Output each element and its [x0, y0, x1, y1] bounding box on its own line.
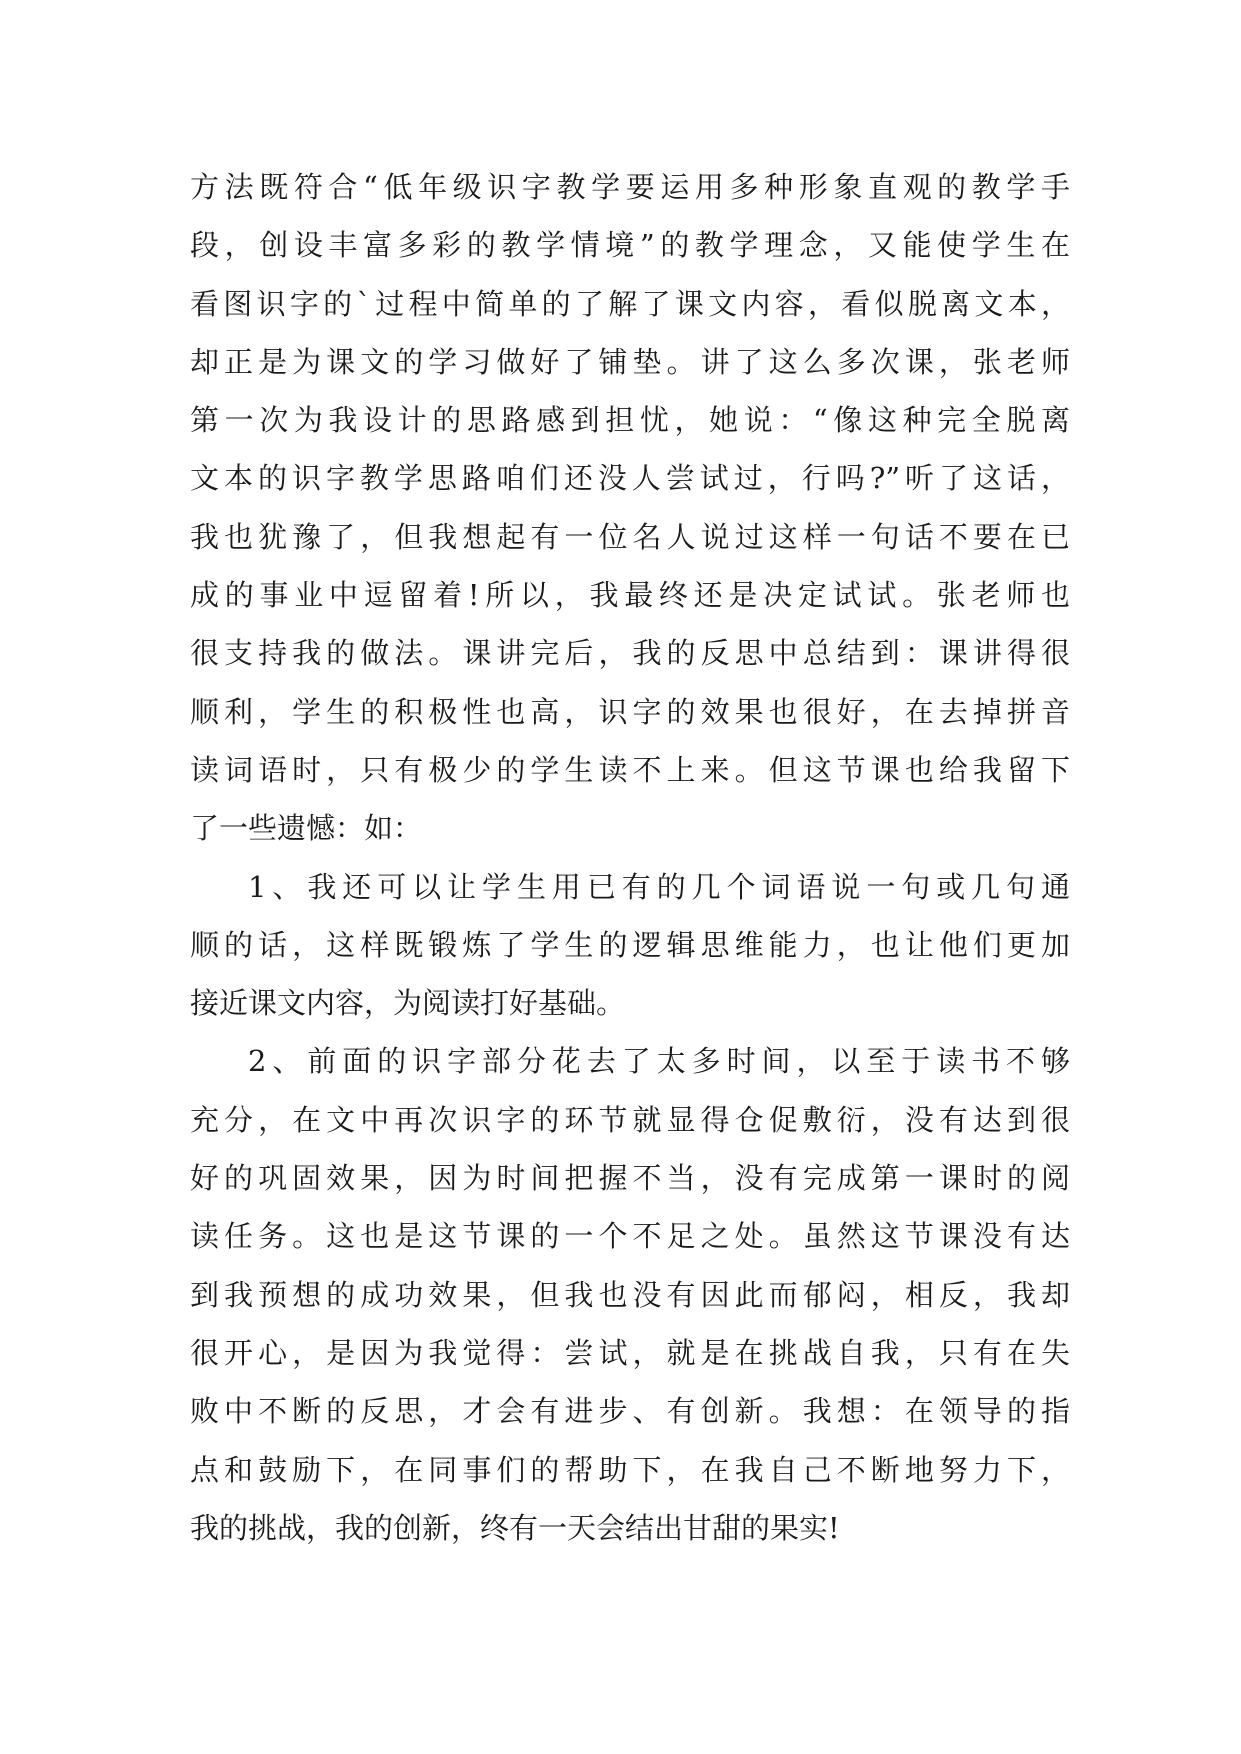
text-line: 点和鼓励下，在同事们的帮助下，在我自己不断地努力下， [190, 1452, 1070, 1487]
text-line: 我的挑战，我的创新，终有一天会结出甘甜的果实! [190, 1510, 840, 1545]
text-line: 接近课文内容，为阅读打好基础。 [190, 986, 626, 1021]
text-line: 段，创设丰富多彩的教学情境”的教学理念，又能使学生在 [190, 228, 1070, 263]
paragraph-2 [190, 858, 1070, 1033]
text-line: 成的事业中逗留着!所以，我最终还是决定试试。张老师也 [190, 578, 1070, 613]
text-line: 方法既符合“低年级识字教学要运用多种形象直观的教学手 [190, 170, 1070, 204]
text-line: 到我预想的成功效果，但我也没有因此而郁闷，相反，我却 [190, 1277, 1070, 1312]
document-body [190, 158, 1070, 1557]
text-line: 1、我还可以让学生用已有的几个词语说一句或几句通 [248, 869, 1070, 904]
text-line: 2、前面的识字部分花去了太多时间，以至于读书不够 [248, 1044, 1070, 1079]
text-line: 很开心，是因为我觉得：尝试，就是在挑战自我，只有在失 [190, 1335, 1070, 1370]
text-line: 看图识字的`过程中简单的了解了课文内容，看似脱离文本， [190, 286, 1070, 321]
text-line: 好的巩固效果，因为时间把握不当，没有完成第一课时的阅 [190, 1161, 1070, 1196]
text-line: 读任务。这也是这节课的一个不足之处。虽然这节课没有达 [190, 1219, 1070, 1254]
text-line: 充分，在文中再次识字的环节就显得仓促敷衍，没有达到很 [190, 1102, 1070, 1137]
text-line: 第一次为我设计的思路感到担忧，她说：“像这种完全脱离 [190, 403, 1070, 438]
text-line: 顺利，学生的积极性也高，识字的效果也很好，在去掉拼音 [190, 694, 1070, 729]
text-line: 却正是为课文的学习做好了铺垫。讲了这么多次课，张老师 [190, 344, 1070, 379]
text-line: 败中不断的反思，才会有进步、有创新。我想：在领导的指 [190, 1394, 1070, 1429]
text-line: 我也犹豫了，但我想起有一位名人说过这样一句话不要在已 [190, 519, 1070, 554]
text-line: 很支持我的做法。课讲完后，我的反思中总结到：课讲得很 [190, 636, 1070, 671]
text-line: 了一些遗憾：如： [190, 811, 423, 846]
paragraph-3 [190, 1032, 1070, 1557]
text-line: 读词语时，只有极少的学生读不上来。但这节课也给我留下 [190, 752, 1070, 787]
text-line: 文本的识字教学思路咱们还没人尝试过，行吗?”听了这话， [190, 461, 1070, 496]
paragraph-1 [190, 158, 1070, 858]
text-line: 顺的话，这样既锻炼了学生的逻辑思维能力，也让他们更加 [190, 927, 1070, 962]
